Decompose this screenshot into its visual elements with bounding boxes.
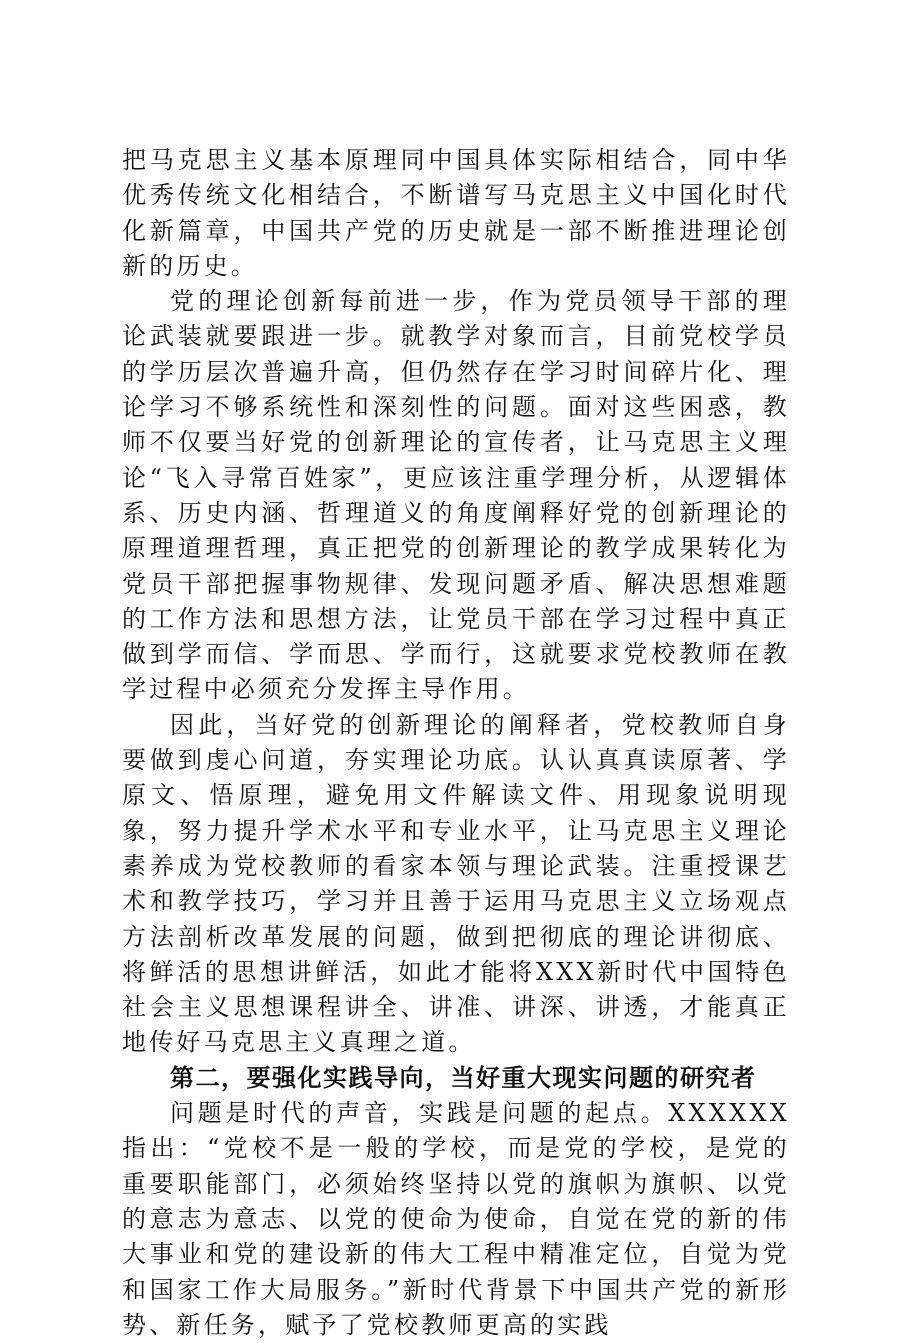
- section-heading: 第二，要强化实践导向，当好重大现实问题的研究者: [170, 1063, 757, 1092]
- paragraph-practice: 问题是时代的声音，实践是问题的起点。XXXXXX指出：“党校不是一般的学校，而是党的学校，是党的重要职能部门，必须始终坚持以党的旗帜为旗帜、以党的意志为意志、以党的使命为使命，自觉在党的新的伟大事业和党的建设新的伟大工程中精准定位，自觉为党和国家工作大局服务。”新时代背景下中国共产党的新形势、新任务，赋予了党校教师更高的实践: [122, 1099, 790, 1339]
- document-page: [122, 143, 790, 1343]
- paragraph-theory-innovation: 党的理论创新每前进一步，作为党员领导干部的理论武装就要跟进一步。就教学对象而言，目前党校学员的学历层次普遍升高，但仍然存在学习时间碎片化、理论学习不够系统性和深刻性的问题。面对这些困惑，教师不仅要当好党的创新理论的宣传者，让马克思主义理论“飞入寻常百姓家”，更应该注重学理分析，从逻辑体系、历史内涵、哲理道义的角度阐释好党的创新理论的原理道理哲理，真正把党的创新理论的教学成果转化为党员干部把握事物规律、发现问题矛盾、解决思想难题的工作方法和思想方法，让党员干部在学习过程中真正做到学而信、学而思、学而行，这就要求党校教师在教学过程中必须充分发挥主导作用。: [122, 287, 790, 704]
- paragraph-continuation: 把马克思主义基本原理同中国具体实际相结合，同中华优秀传统文化相结合，不断谱写马克思主义中国化时代化新篇章，中国共产党的历史就是一部不断推进理论创新的历史。: [122, 146, 790, 280]
- paragraph-interpreter: 因此，当好党的创新理论的阐释者，党校教师自身要做到虔心问道，夯实理论功底。认认真真读原著、学原文、悟原理，避免用文件解读文件、用现象说明现象，努力提升学术水平和专业水平，让马克思主义理论素养成为党校教师的看家本领与理论武装。注重授课艺术和教学技巧，学习并且善于运用马克思主义立场观点方法剖析改革发展的问题，做到把彻底的理论讲彻底、将鲜活的思想讲鲜活，如此才能将XXX新时代中国特色社会主义思想课程讲全、讲准、讲深、讲透，才能真正地传好马克思主义真理之道。: [122, 710, 790, 1057]
